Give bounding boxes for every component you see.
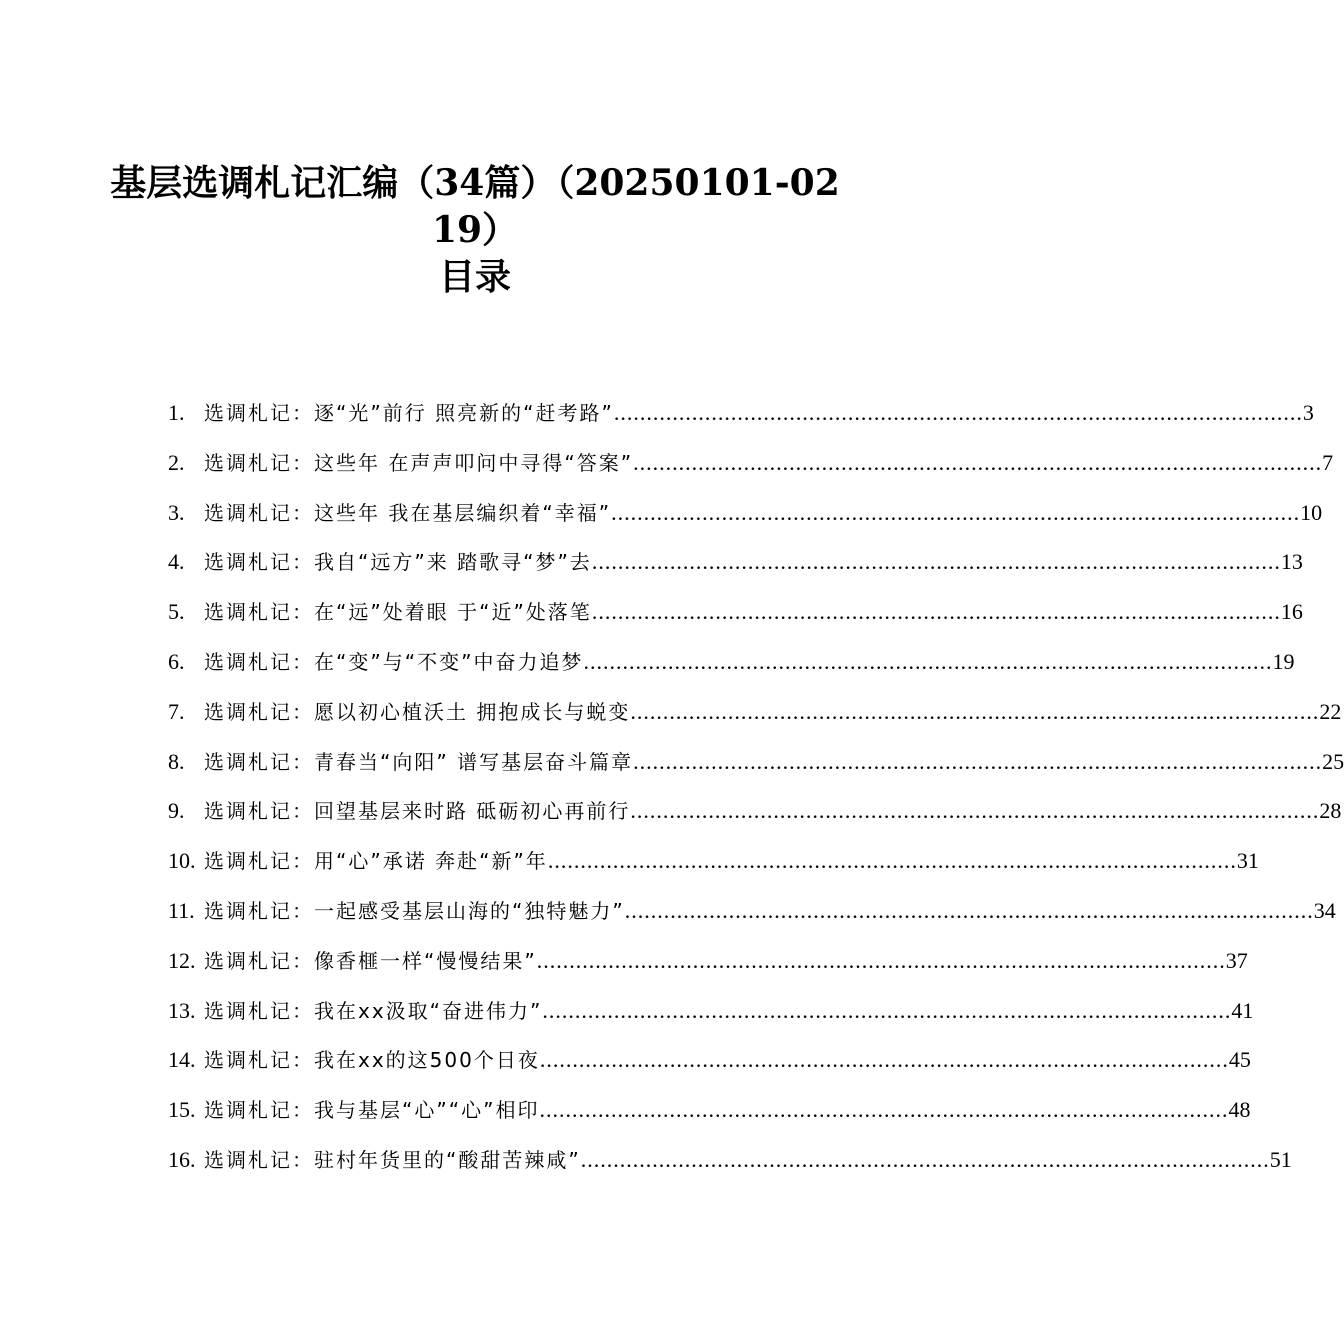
toc-entry[interactable] (168, 737, 1344, 787)
toc-entry-page-number: 25 (1322, 748, 1344, 774)
toc-entry-number: 10. (168, 848, 196, 874)
toc-entry-number: 7. (168, 698, 185, 724)
toc-entry[interactable] (168, 637, 1295, 687)
toc-entry-title[interactable]: 选调札记：我自“远方”来 踏歌寻“梦”去 (204, 550, 592, 575)
toc-entry-number: 16. (168, 1146, 196, 1172)
toc-entry[interactable] (168, 936, 1248, 986)
toc-entry-title[interactable]: 选调札记：驻村年货里的“酸甜苦辣咸” (204, 1147, 581, 1172)
toc-entry-number: 14. (168, 1047, 196, 1073)
toc-leader-dots (581, 1135, 1270, 1185)
toc-leader-dots (592, 587, 1281, 637)
toc-entry[interactable] (168, 986, 1254, 1036)
toc-entry-page-number: 16 (1280, 599, 1303, 625)
toc-entry-number: 4. (168, 549, 185, 575)
toc-entry-page-number: 37 (1225, 947, 1248, 973)
toc-entry-title[interactable]: 选调札记：我在xx的这500个日夜 (204, 1048, 540, 1073)
toc-entry-page-number: 48 (1228, 1097, 1251, 1123)
toc-leader-dots (540, 1035, 1229, 1085)
toc-entry-number: 15. (168, 1097, 196, 1123)
table-of-contents (168, 388, 1344, 1185)
document-title-line1: 基层选调札记汇编（34篇）（20250101-02 (110, 162, 840, 204)
toc-entry-page-number: 10 (1300, 499, 1323, 525)
toc-entry-title[interactable]: 选调札记：在“远”处着眼 于“近”处落笔 (204, 600, 592, 625)
toc-leader-dots (583, 637, 1272, 687)
toc-entry-title[interactable]: 选调札记：回望基层来时路 砥砺初心再前行 (204, 799, 631, 824)
toc-leader-dots (630, 687, 1319, 737)
toc-entry-title[interactable]: 选调札记：逐“光”前行 照亮新的“赶考路” (204, 401, 614, 425)
toc-leader-dots (630, 786, 1319, 836)
toc-entry-number: 2. (168, 449, 185, 475)
toc-entry-title[interactable]: 选调札记：我在xx汲取“奋进伟力” (204, 998, 543, 1023)
toc-entry-page-number: 34 (1313, 897, 1336, 923)
toc-entry-number: 13. (168, 997, 196, 1023)
toc-entry-title[interactable]: 选调札记：一起感受基层山海的“独特魅力” (204, 898, 625, 923)
toc-entry[interactable] (168, 1035, 1251, 1085)
toc-leader-dots (542, 986, 1231, 1036)
toc-entry[interactable] (168, 537, 1303, 587)
toc-entry[interactable] (168, 687, 1342, 737)
toc-entry-page-number: 22 (1319, 698, 1342, 724)
toc-entry-title[interactable]: 选调札记：青春当“向阳” 谱写基层奋斗篇章 (204, 749, 634, 774)
toc-leader-dots (633, 737, 1322, 787)
toc-entry[interactable] (168, 438, 1334, 488)
toc-entry-page-number: 28 (1319, 798, 1342, 824)
toc-entry-page-number: 51 (1269, 1146, 1292, 1172)
toc-leader-dots (537, 936, 1226, 986)
document-header (110, 160, 840, 301)
toc-entry[interactable] (168, 886, 1336, 936)
toc-entry-number: 5. (168, 599, 185, 625)
toc-entry-title[interactable]: 选调札记：这些年 在声声叩问中寻得“答案” (204, 450, 634, 475)
toc-leader-dots (625, 886, 1314, 936)
toc-leader-dots (592, 537, 1281, 587)
toc-leader-dots (539, 1085, 1228, 1135)
toc-entry-number: 1. (168, 400, 185, 425)
toc-entry-page-number: 19 (1272, 648, 1295, 674)
toc-leader-dots (633, 438, 1322, 488)
toc-entry-page-number: 7 (1322, 449, 1334, 475)
toc-entry-number: 3. (168, 499, 185, 525)
toc-entry-title[interactable]: 选调札记：用“心”承诺 奔赴“新”年 (204, 849, 548, 874)
toc-leader-dots (614, 388, 1303, 438)
toc-entry[interactable] (168, 1135, 1292, 1185)
toc-entry-number: 8. (168, 748, 185, 774)
toc-entry-number: 6. (168, 648, 185, 674)
toc-entry[interactable] (168, 786, 1342, 836)
toc-entry[interactable] (168, 587, 1303, 637)
toc-entry[interactable] (168, 388, 1314, 438)
toc-entry-number: 9. (168, 798, 185, 824)
toc-entry[interactable] (168, 1085, 1251, 1135)
toc-entry-number: 11. (168, 897, 195, 923)
toc-entry-page-number: 41 (1231, 997, 1254, 1023)
toc-entry[interactable] (168, 836, 1259, 886)
toc-entry-title[interactable]: 选调札记：我与基层“心”“心”相印 (204, 1098, 540, 1123)
toc-entry-page-number: 31 (1236, 848, 1259, 874)
toc-entry-title[interactable]: 选调札记：像香榧一样“慢慢结果” (204, 948, 537, 973)
toc-heading: 目录 (438, 256, 511, 298)
toc-entry[interactable] (168, 488, 1323, 538)
toc-entry-page-number: 13 (1280, 549, 1303, 575)
toc-entry-page-number: 3 (1302, 400, 1314, 425)
toc-entry-page-number: 45 (1228, 1047, 1251, 1073)
toc-entry-title[interactable]: 选调札记：愿以初心植沃土 拥抱成长与蜕变 (204, 699, 631, 724)
toc-entry-title[interactable]: 选调札记：这些年 我在基层编织着“幸福” (204, 500, 612, 525)
toc-leader-dots (548, 836, 1237, 886)
toc-entry-title[interactable]: 选调札记：在“变”与“不变”中奋力追梦 (204, 649, 584, 674)
toc-entry-number: 12. (168, 947, 196, 973)
document-title-line2: 19） (431, 209, 519, 251)
toc-leader-dots (611, 488, 1300, 538)
